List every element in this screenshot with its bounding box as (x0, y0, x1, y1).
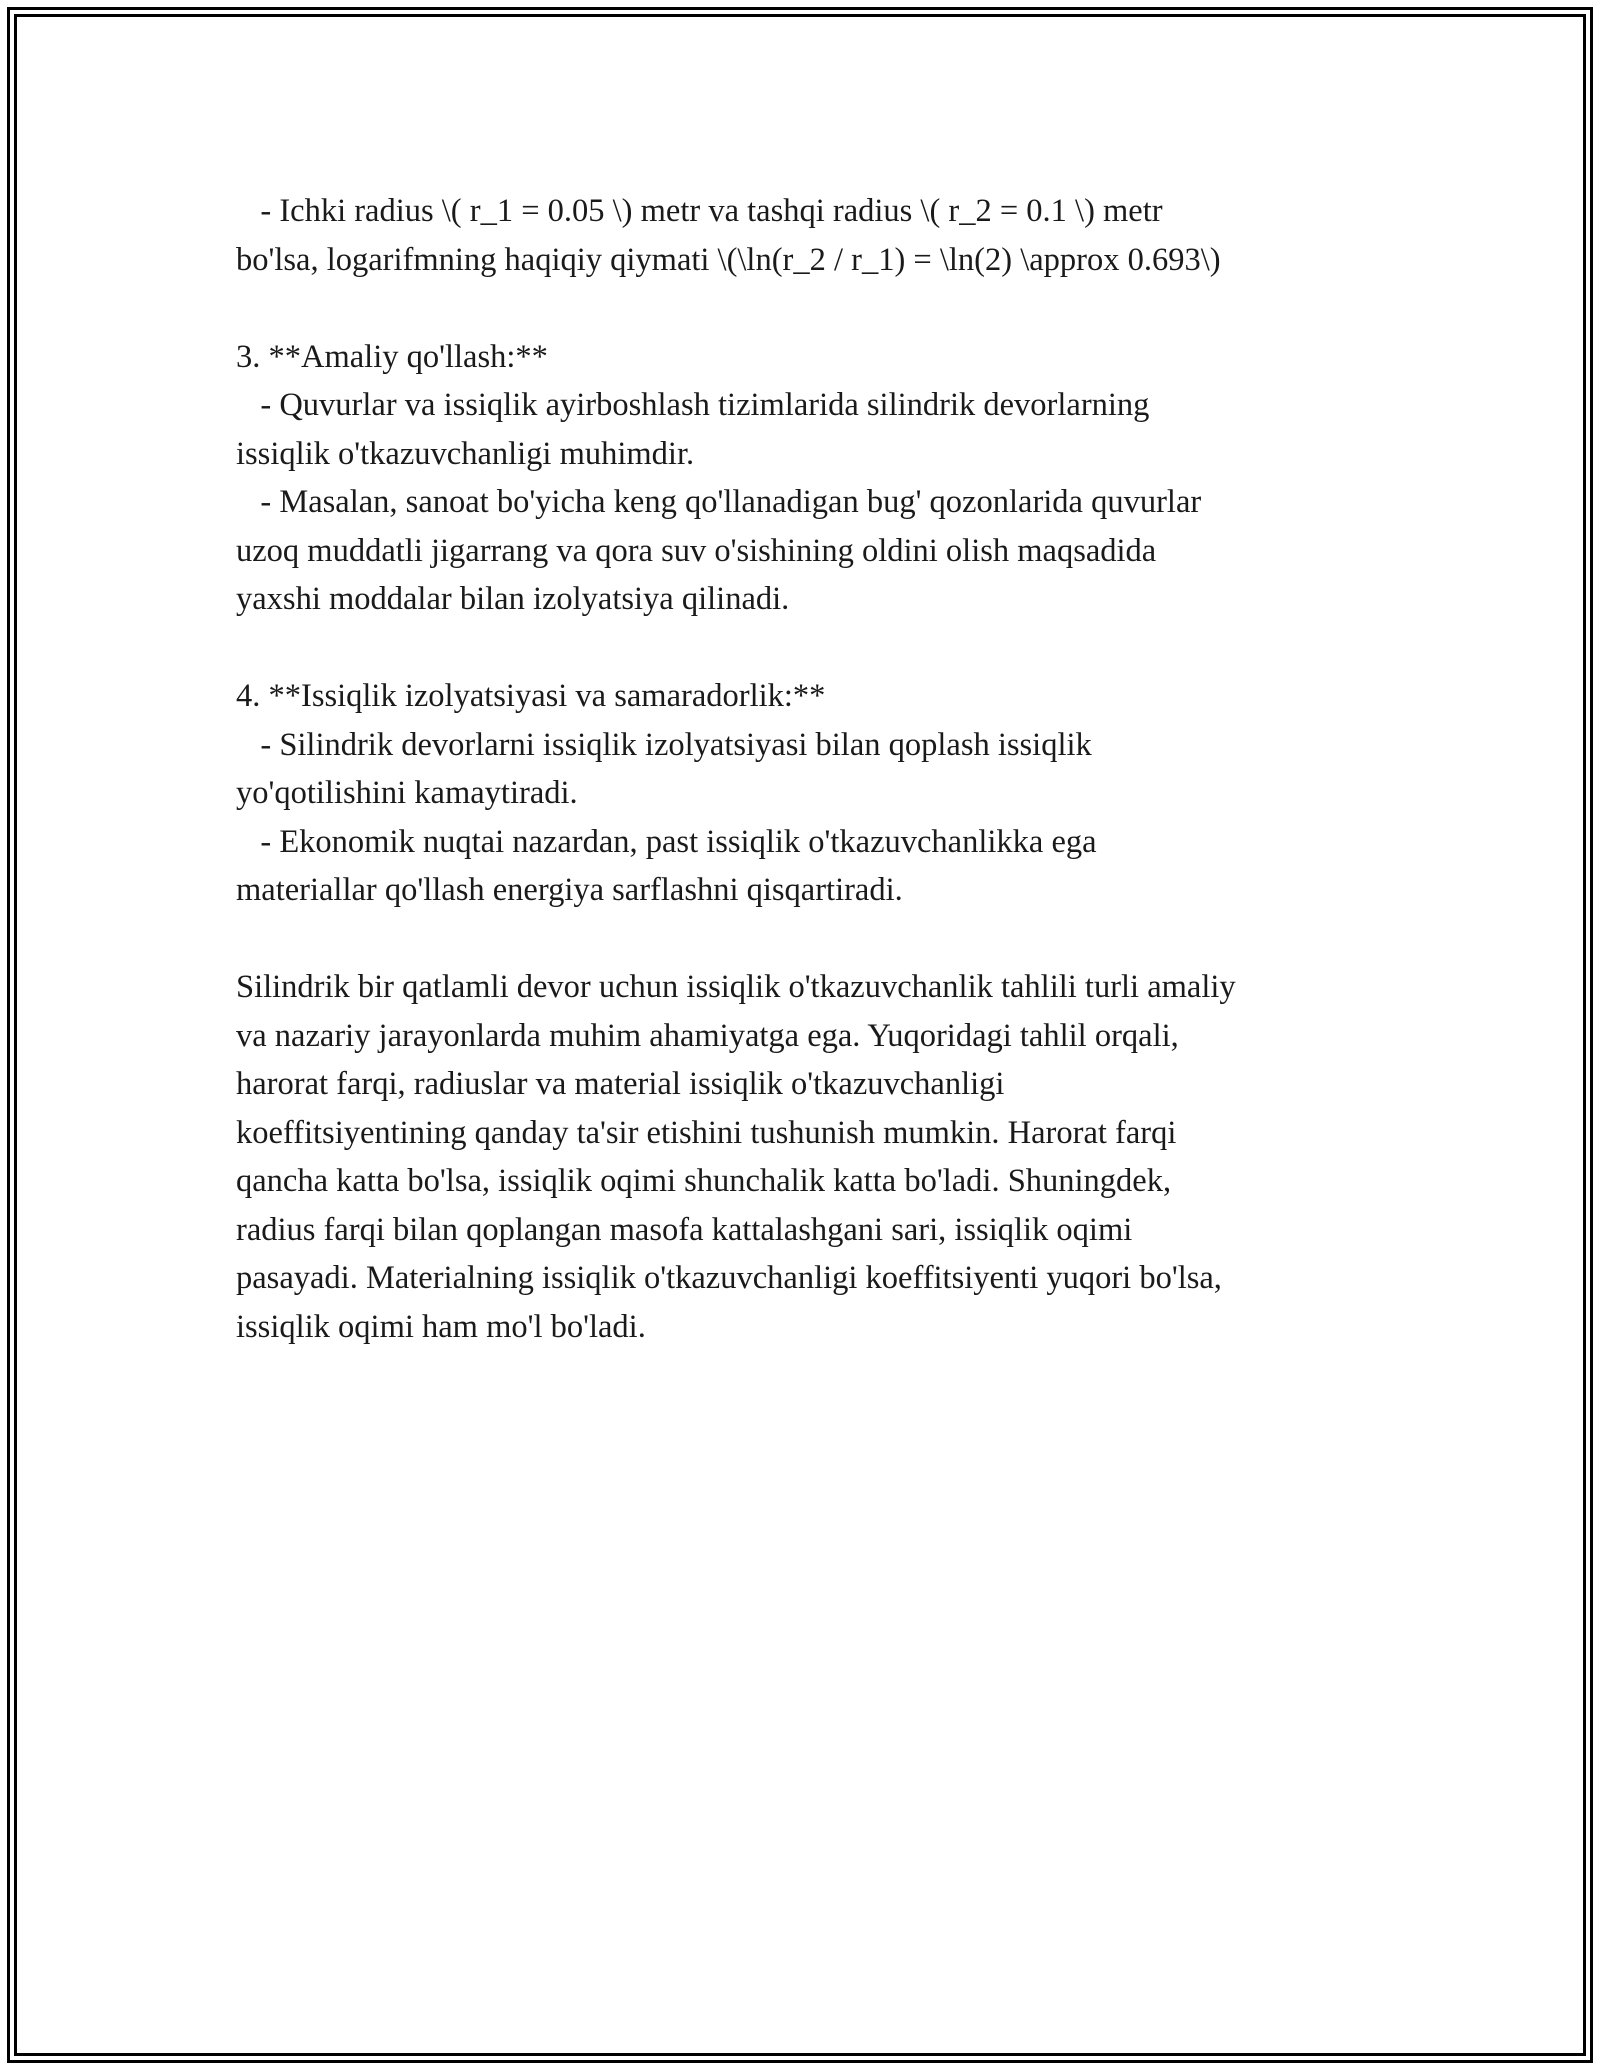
paragraph-spacer (236, 915, 1386, 964)
paragraph-radius-example (236, 187, 1386, 284)
text-line: pasayadi. Materialning issiqlik o'tkazuvchanligi koeffitsiyenti yuqori bo'lsa, (236, 1260, 1222, 1296)
text-line: bo'lsa, logarifmning haqiqiy qiymati \(\ln(r_2 / r_1) = \ln(2) \approx 0.693\) (236, 241, 1221, 278)
text-line: issiqlik o'tkazuvchanligi muhimdir. (236, 435, 695, 472)
section-heading: 4. **Issiqlik izolyatsiyasi va samaradorlik:** (236, 678, 826, 714)
text-line: - Masalan, sanoat bo'yicha keng qo'llanadigan bug' qozonlarida quvurlar (236, 484, 1202, 520)
text-line: koeffitsiyentining qanday ta'sir etishini tushunish mumkin. Harorat farqi (236, 1114, 1177, 1151)
text-line: yo'qotilishini kamaytiradi. (236, 775, 578, 811)
text-line: uzoq muddatli jigarrang va qora suv o'sishining oldini olish maqsadida (236, 532, 1157, 569)
paragraph-spacer (236, 624, 1386, 673)
text-line: qancha katta bo'lsa, issiqlik oqimi shunchalik katta bo'ladi. Shuningdek, (236, 1163, 1172, 1199)
text-line: Silindrik bir qatlamli devor uchun issiqlik o'tkazuvchanlik tahlili turli amaliy (236, 969, 1236, 1005)
text-line: issiqlik oqimi ham mo'l bo'ladi. (236, 1308, 646, 1345)
section-practical-application (236, 333, 1386, 624)
text-line: va nazariy jarayonlarda muhim ahamiyatga ega. Yuqoridagi tahlil orqali, (236, 1017, 1179, 1054)
text-line: - Quvurlar va issiqlik ayirboshlash tizimlarida silindrik devorlarning (236, 387, 1150, 423)
paragraph-spacer (236, 284, 1386, 333)
section-heading: 3. **Amaliy qo'llash:** (236, 338, 548, 375)
text-line: - Ekonomik nuqtai nazardan, past issiqlik o'tkazuvchanlikka ega (236, 823, 1097, 860)
section-insulation-efficiency (236, 672, 1386, 915)
document-body (236, 187, 1386, 1351)
text-line: radius farqi bilan qoplangan masofa kattalashgani sari, issiqlik oqimi (236, 1211, 1133, 1248)
text-line: - Silindrik devorlarni issiqlik izolyatsiyasi bilan qoplash issiqlik (236, 726, 1092, 763)
text-line: materiallar qo'llash energiya sarflashni qisqartiradi. (236, 872, 903, 908)
paragraph-conclusion (236, 963, 1386, 1351)
text-line: - Ichki radius \( r_1 = 0.05 \) metr va tashqi radius \( r_2 = 0.1 \) metr (236, 193, 1163, 229)
text-line: yaxshi moddalar bilan izolyatsiya qilinadi. (236, 581, 790, 617)
text-line: harorat farqi, radiuslar va material issiqlik o'tkazuvchanligi (236, 1066, 1005, 1102)
